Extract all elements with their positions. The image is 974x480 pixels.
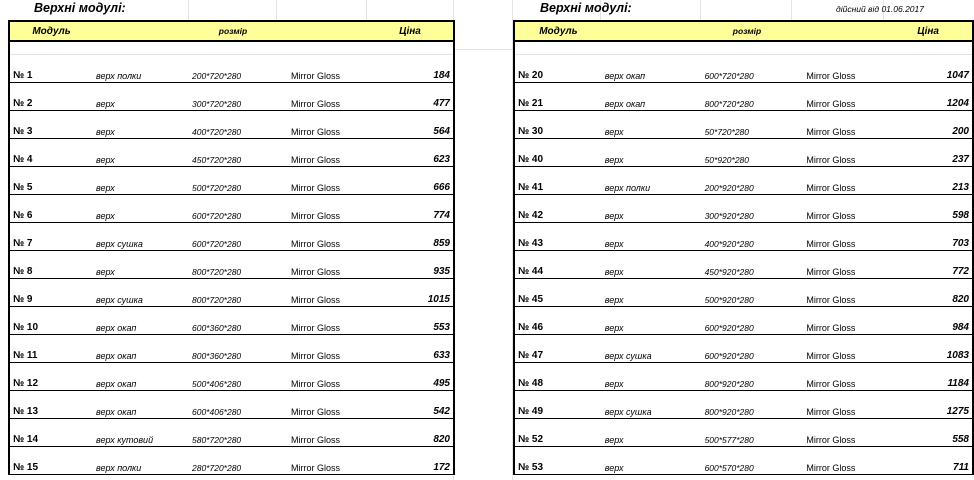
module-finish: Mirror Gloss	[792, 195, 884, 223]
module-size: 800*920*280	[702, 363, 793, 391]
table-row	[514, 55, 973, 83]
module-number: № 41	[514, 167, 602, 195]
module-size: 50*920*280	[702, 139, 793, 167]
table-row	[9, 55, 454, 83]
module-size: 600*360*280	[189, 307, 277, 335]
module-size: 800*360*280	[189, 335, 277, 363]
module-finish: Mirror Gloss	[277, 251, 367, 279]
module-finish: Mirror Gloss	[792, 279, 884, 307]
module-finish: Mirror Gloss	[792, 139, 884, 167]
module-finish: Mirror Gloss	[277, 335, 367, 363]
module-finish: Mirror Gloss	[277, 223, 367, 251]
left-section-title: Верхні модулі:	[34, 1, 126, 15]
table-row	[514, 139, 973, 167]
module-size: 400*920*280	[702, 223, 793, 251]
module-name: верх окап	[93, 363, 189, 391]
module-finish: Mirror Gloss	[792, 55, 884, 83]
module-finish: Mirror Gloss	[792, 111, 884, 139]
module-size: 600*406*280	[189, 391, 277, 419]
table-row	[514, 335, 973, 363]
module-size: 800*720*280	[189, 279, 277, 307]
module-name: верх сушка	[93, 279, 189, 307]
module-price: 935	[367, 251, 454, 279]
module-number: № 11	[9, 335, 93, 363]
module-size: 600*920*280	[702, 335, 793, 363]
header-size: розмір	[702, 21, 793, 41]
table-row	[9, 167, 454, 195]
module-finish: Mirror Gloss	[277, 111, 367, 139]
module-finish: Mirror Gloss	[277, 139, 367, 167]
module-name: верх полки	[602, 167, 702, 195]
module-number: № 14	[9, 419, 93, 447]
module-name: верх окап	[602, 83, 702, 111]
module-price: 172	[367, 447, 454, 475]
module-finish: Mirror Gloss	[277, 167, 367, 195]
module-size: 580*720*280	[189, 419, 277, 447]
module-number: № 52	[514, 419, 602, 447]
table-row	[9, 139, 454, 167]
table-row	[514, 391, 973, 419]
module-name: верх окап	[93, 335, 189, 363]
table-row	[9, 363, 454, 391]
module-finish: Mirror Gloss	[277, 447, 367, 475]
module-number: № 2	[9, 83, 93, 111]
module-number: № 10	[9, 307, 93, 335]
module-finish: Mirror Gloss	[277, 55, 367, 83]
module-name: верх	[602, 223, 702, 251]
module-name: верх окап	[93, 391, 189, 419]
module-name: верх	[602, 251, 702, 279]
module-number: № 47	[514, 335, 602, 363]
module-number: № 48	[514, 363, 602, 391]
module-price: 558	[884, 419, 973, 447]
module-number: № 45	[514, 279, 602, 307]
header-module: Модуль	[514, 21, 602, 41]
module-price: 711	[884, 447, 973, 475]
table-row	[9, 111, 454, 139]
table-row	[514, 363, 973, 391]
table-row	[514, 223, 973, 251]
table-header	[514, 21, 973, 41]
module-finish: Mirror Gloss	[277, 307, 367, 335]
module-number: № 9	[9, 279, 93, 307]
module-price: 542	[367, 391, 454, 419]
table-row	[514, 195, 973, 223]
table-row	[9, 279, 454, 307]
module-finish: Mirror Gloss	[792, 223, 884, 251]
table-row	[9, 335, 454, 363]
module-price: 1204	[884, 83, 973, 111]
module-name: верх	[93, 251, 189, 279]
module-finish: Mirror Gloss	[792, 83, 884, 111]
table-header	[9, 21, 454, 41]
module-size: 280*720*280	[189, 447, 277, 475]
module-name: верх сушка	[602, 391, 702, 419]
header-price: Ціна	[367, 21, 454, 41]
table-row	[9, 195, 454, 223]
module-finish: Mirror Gloss	[792, 307, 884, 335]
module-number: № 40	[514, 139, 602, 167]
module-price: 1047	[884, 55, 973, 83]
module-finish: Mirror Gloss	[792, 335, 884, 363]
module-name: верх полки	[93, 447, 189, 475]
table-row	[9, 83, 454, 111]
module-finish: Mirror Gloss	[792, 447, 884, 475]
table-row	[514, 419, 973, 447]
validity-date: дійсний від 01.06.2017	[836, 4, 924, 14]
module-finish: Mirror Gloss	[792, 167, 884, 195]
header-size: розмір	[189, 21, 277, 41]
module-size: 500*720*280	[189, 167, 277, 195]
module-number: № 49	[514, 391, 602, 419]
module-name: верх окап	[602, 55, 702, 83]
module-size: 500*577*280	[702, 419, 793, 447]
module-name: верх	[602, 447, 702, 475]
module-price: 666	[367, 167, 454, 195]
module-size: 300*920*280	[702, 195, 793, 223]
module-size: 600*720*280	[702, 55, 793, 83]
module-name: верх	[602, 307, 702, 335]
module-size: 600*920*280	[702, 307, 793, 335]
module-price: 633	[367, 335, 454, 363]
module-number: № 53	[514, 447, 602, 475]
module-number: № 1	[9, 55, 93, 83]
module-size: 400*720*280	[189, 111, 277, 139]
module-price: 237	[884, 139, 973, 167]
module-price: 553	[367, 307, 454, 335]
table-row	[9, 223, 454, 251]
module-number: № 4	[9, 139, 93, 167]
module-number: № 8	[9, 251, 93, 279]
module-name: верх	[602, 139, 702, 167]
module-price: 184	[367, 55, 454, 83]
module-name: верх	[93, 111, 189, 139]
module-size: 500*406*280	[189, 363, 277, 391]
module-price: 623	[367, 139, 454, 167]
module-number: № 44	[514, 251, 602, 279]
module-name: верх	[93, 195, 189, 223]
right-price-table	[513, 20, 974, 475]
module-finish: Mirror Gloss	[792, 419, 884, 447]
module-price: 774	[367, 195, 454, 223]
module-price: 477	[367, 83, 454, 111]
module-name: верх	[602, 279, 702, 307]
module-price: 495	[367, 363, 454, 391]
module-price: 772	[884, 251, 973, 279]
module-finish: Mirror Gloss	[792, 391, 884, 419]
module-number: № 15	[9, 447, 93, 475]
module-size: 800*920*280	[702, 391, 793, 419]
module-name: верх сушка	[602, 335, 702, 363]
module-size: 600*570*280	[702, 447, 793, 475]
table-row	[514, 251, 973, 279]
module-price: 564	[367, 111, 454, 139]
module-finish: Mirror Gloss	[792, 363, 884, 391]
module-number: № 5	[9, 167, 93, 195]
module-number: № 7	[9, 223, 93, 251]
header-module: Модуль	[9, 21, 93, 41]
module-number: № 42	[514, 195, 602, 223]
module-price: 984	[884, 307, 973, 335]
module-size: 200*920*280	[702, 167, 793, 195]
module-number: № 21	[514, 83, 602, 111]
module-number: № 30	[514, 111, 602, 139]
module-number: № 6	[9, 195, 93, 223]
module-size: 500*920*280	[702, 279, 793, 307]
module-finish: Mirror Gloss	[792, 251, 884, 279]
module-name: верх полки	[93, 55, 189, 83]
module-price: 820	[367, 419, 454, 447]
module-name: верх окап	[93, 307, 189, 335]
module-name: верх	[93, 139, 189, 167]
module-number: № 13	[9, 391, 93, 419]
module-size: 300*720*280	[189, 83, 277, 111]
module-price: 1015	[367, 279, 454, 307]
table-row	[514, 83, 973, 111]
module-price: 200	[884, 111, 973, 139]
left-price-table	[8, 20, 455, 475]
table-row	[514, 167, 973, 195]
module-number: № 12	[9, 363, 93, 391]
table-row	[9, 391, 454, 419]
module-finish: Mirror Gloss	[277, 279, 367, 307]
module-price: 1083	[884, 335, 973, 363]
module-price: 213	[884, 167, 973, 195]
module-finish: Mirror Gloss	[277, 363, 367, 391]
module-size: 50*720*280	[702, 111, 793, 139]
module-name: верх	[93, 167, 189, 195]
module-finish: Mirror Gloss	[277, 195, 367, 223]
table-row	[514, 447, 973, 475]
right-section-title: Верхні модулі:	[540, 1, 632, 15]
module-name: верх кутовий	[93, 419, 189, 447]
module-price: 1275	[884, 391, 973, 419]
header-price: Ціна	[884, 21, 973, 41]
module-price: 1184	[884, 363, 973, 391]
module-name: верх	[93, 83, 189, 111]
module-size: 600*720*280	[189, 223, 277, 251]
module-finish: Mirror Gloss	[277, 391, 367, 419]
module-number: № 43	[514, 223, 602, 251]
module-price: 820	[884, 279, 973, 307]
module-size: 600*720*280	[189, 195, 277, 223]
module-size: 200*720*280	[189, 55, 277, 83]
module-number: № 3	[9, 111, 93, 139]
module-number: № 46	[514, 307, 602, 335]
module-price: 598	[884, 195, 973, 223]
module-name: верх	[602, 363, 702, 391]
module-name: верх	[602, 111, 702, 139]
module-size: 450*720*280	[189, 139, 277, 167]
module-name: верх сушка	[93, 223, 189, 251]
module-name: верх	[602, 419, 702, 447]
module-name: верх	[602, 195, 702, 223]
module-price: 859	[367, 223, 454, 251]
module-number: № 20	[514, 55, 602, 83]
table-row	[9, 251, 454, 279]
table-row	[9, 419, 454, 447]
module-size: 800*720*280	[702, 83, 793, 111]
table-row	[9, 447, 454, 475]
table-row	[9, 307, 454, 335]
table-row	[514, 111, 973, 139]
table-row	[514, 279, 973, 307]
module-price: 703	[884, 223, 973, 251]
module-finish: Mirror Gloss	[277, 419, 367, 447]
module-finish: Mirror Gloss	[277, 83, 367, 111]
module-size: 450*920*280	[702, 251, 793, 279]
module-size: 800*720*280	[189, 251, 277, 279]
table-row	[514, 307, 973, 335]
